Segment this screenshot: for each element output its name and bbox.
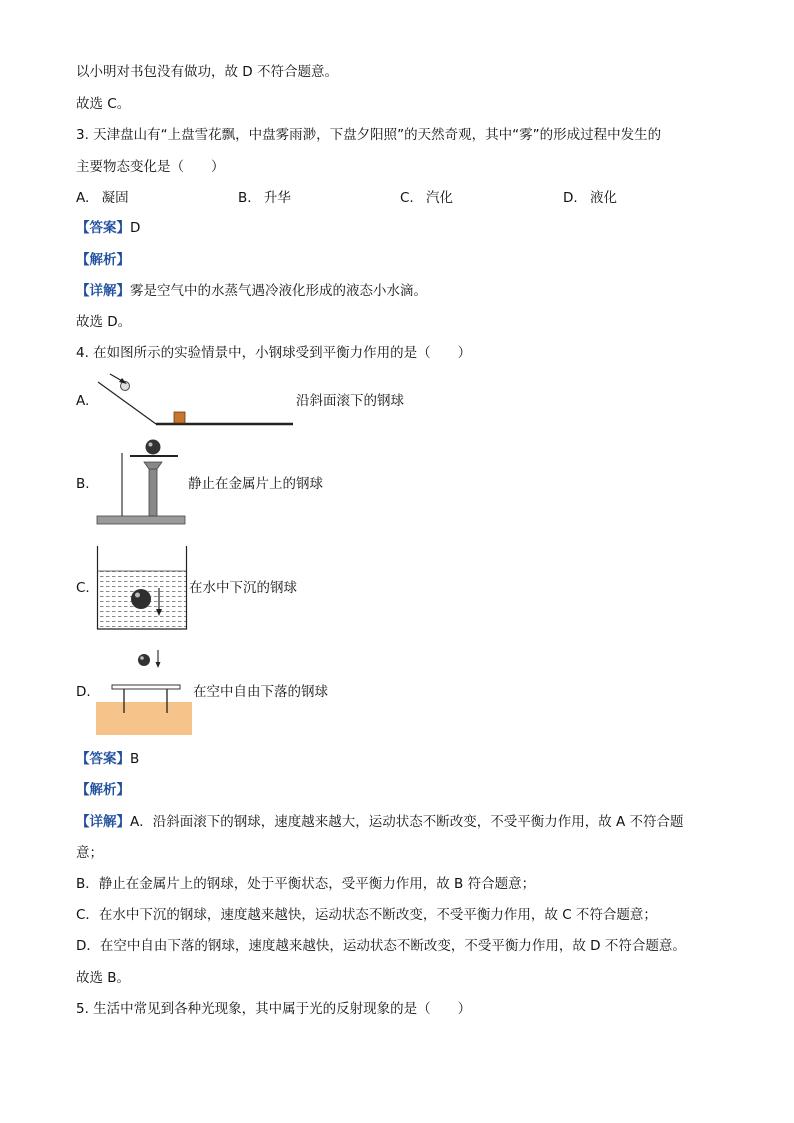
answer-value: D bbox=[130, 220, 141, 236]
ball-highlight bbox=[135, 593, 140, 598]
steel-ball bbox=[138, 654, 150, 666]
option-letter: B. bbox=[238, 190, 252, 206]
text-line: 故选 C。 bbox=[76, 96, 131, 112]
stand-figure bbox=[94, 436, 190, 528]
q4-option-c-caption: 在水中下沉的钢球 bbox=[189, 580, 297, 596]
q4-option-a-caption: 沿斜面滚下的钢球 bbox=[296, 393, 404, 409]
steel-ball bbox=[131, 589, 151, 609]
detail-tag: 【详解】 bbox=[76, 283, 130, 299]
q3-option-a bbox=[76, 188, 129, 208]
q4-option-c-letter: C. bbox=[76, 580, 90, 596]
q4-option-b-letter: B. bbox=[76, 476, 90, 492]
q4-detail-cont: 意； bbox=[76, 845, 103, 861]
stand-base bbox=[97, 516, 185, 524]
arrow-head bbox=[156, 662, 161, 668]
stand-pillar bbox=[149, 469, 157, 516]
question-4-stem: 4. 在如图所示的实验情景中，小钢球受到平衡力作用的是（ ） bbox=[76, 345, 472, 361]
question-5-stem: 5. 生活中常见到各种光现象，其中属于光的反射现象的是（ ） bbox=[76, 1001, 472, 1017]
q4-conclusion: 故选 B。 bbox=[76, 970, 131, 986]
question-3-stem: 3. 天津盘山有“上盘雪花飘，中盘雾雨渺，下盘夕阳照”的天然奇观，其中“雾”的形成过程中发生的 bbox=[76, 127, 662, 143]
beaker-figure bbox=[94, 544, 190, 632]
q3-option-b bbox=[238, 188, 291, 208]
steel-ball bbox=[146, 440, 161, 455]
nail-board bbox=[112, 685, 180, 689]
detail-text: 雾是空气中的水蒸气遇冷液化形成的液态小水滴。 bbox=[130, 283, 427, 299]
detail-text: A．沿斜面滚下的钢球，速度越来越大，运动状态不断改变，不受平衡力作用，故 A 不符合题 bbox=[130, 814, 684, 830]
question-3-stem-cont: 主要物态变化是（ ） bbox=[76, 159, 225, 175]
q4-detail bbox=[76, 812, 684, 832]
option-letter: C. bbox=[400, 190, 414, 206]
q4-option-b-caption: 静止在金属片上的钢球 bbox=[188, 476, 323, 492]
q3-conclusion: 故选 D。 bbox=[76, 314, 132, 330]
answer-value: B bbox=[130, 751, 140, 767]
option-letter: D. bbox=[563, 190, 578, 206]
q4-option-d-letter: D. bbox=[76, 684, 91, 700]
q4-option-a-letter: A. bbox=[76, 393, 90, 409]
stand-support bbox=[144, 462, 162, 469]
answer-tag: 【答案】 bbox=[76, 751, 130, 767]
option-text: 汽化 bbox=[426, 190, 454, 206]
ball-highlight bbox=[149, 443, 153, 447]
sand bbox=[96, 702, 192, 735]
option-text: 液化 bbox=[589, 190, 617, 206]
ball-highlight bbox=[140, 656, 144, 660]
detail-tag: 【详解】 bbox=[76, 814, 130, 830]
q3-answer bbox=[76, 218, 140, 238]
q3-detail bbox=[76, 281, 427, 301]
q3-analysis-tag bbox=[76, 250, 130, 270]
q3-option-c bbox=[400, 188, 453, 208]
q4-detail-c: C．在水中下沉的钢球，速度越来越快，运动状态不断改变，不受平衡力作用，故 C 不符合题意； bbox=[76, 907, 657, 923]
analysis-tag: 【解析】 bbox=[76, 782, 130, 798]
option-text: 升华 bbox=[263, 190, 291, 206]
text-line: 以小明对书包没有做功，故 D 不符合题意。 bbox=[76, 64, 338, 80]
incline-figure bbox=[94, 370, 299, 430]
free-fall-figure bbox=[94, 647, 194, 737]
option-letter: A. bbox=[76, 190, 90, 206]
q4-detail-b: B．静止在金属片上的钢球，处于平衡状态，受平衡力作用，故 B 符合题意； bbox=[76, 876, 536, 892]
q4-detail-d: D．在空中自由下落的钢球，速度越来越快，运动状态不断改变，不受平衡力作用，故 D 不符合题意。 bbox=[76, 938, 686, 954]
option-text: 凝固 bbox=[101, 190, 129, 206]
q4-option-d-caption: 在空中自由下落的钢球 bbox=[193, 684, 328, 700]
q4-answer bbox=[76, 749, 139, 769]
q3-option-d bbox=[563, 188, 617, 208]
answer-tag: 【答案】 bbox=[76, 220, 130, 236]
wood-block bbox=[174, 412, 185, 423]
q4-analysis-tag bbox=[76, 780, 130, 800]
analysis-tag: 【解析】 bbox=[76, 252, 130, 268]
